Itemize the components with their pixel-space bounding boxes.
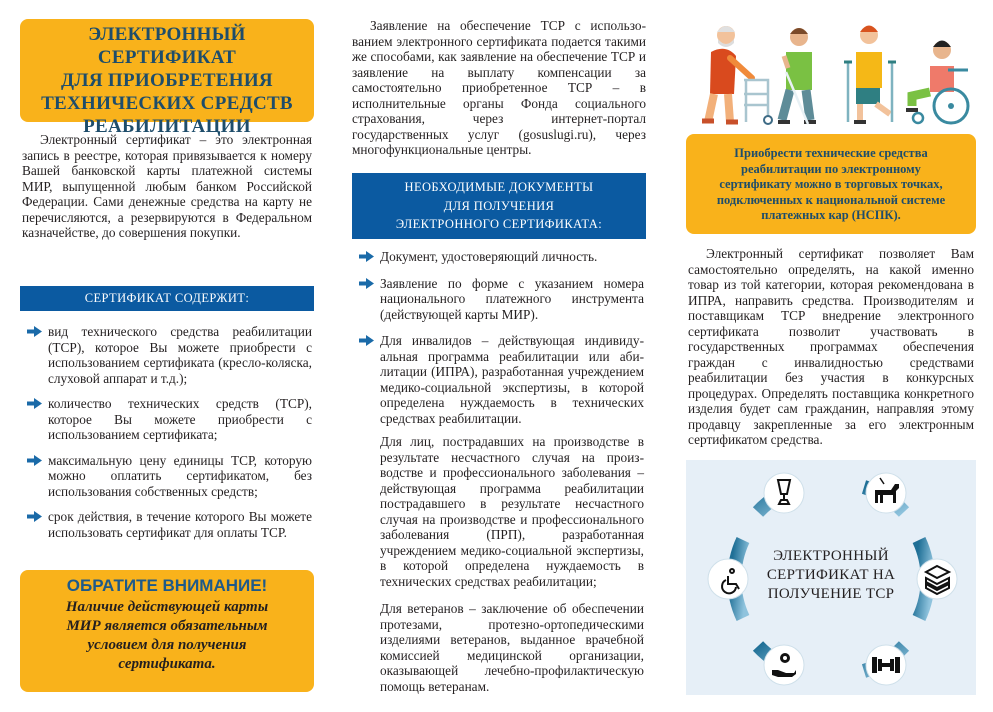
attention-title: ОБРАТИТЕ ВНИМАНИЕ! bbox=[66, 576, 268, 595]
heading-line: НЕОБХОДИМЫЕ ДОКУМЕНТЫ bbox=[404, 180, 594, 194]
list-item-text: Для инвалидов – действующая индивидуальная программа реабилитации или абилитации (ИПРА), разработанная учреждением медико-социальной экспертизы, в которой определена нуждаемость в технических средствах реабилитации. bbox=[380, 333, 644, 426]
attention-line: МИР является обязательным bbox=[66, 618, 268, 634]
list-item-text: срок действия, в течение которого Вы можете использовать сертификат для оплаты ТСР. bbox=[48, 509, 312, 540]
nspk-line: платежных кар (НСПК). bbox=[761, 208, 901, 222]
cycle-label-line: ПОЛУЧЕНИЕ ТСР bbox=[767, 586, 895, 602]
list-item-text: вид технического средства реабилитации (ТСР), которое Вы можете приобрести с использованием сертификата (кресло-коляска, слуховой аппарат и т.д.); bbox=[48, 324, 312, 386]
heading-line: ДЛЯ ПОЛУЧЕНИЯ bbox=[443, 198, 555, 213]
title-line: РЕАБИЛИТАЦИИ bbox=[83, 116, 251, 137]
cycle-label bbox=[746, 547, 916, 604]
nspk-line: сертификату можно в торговых точках, bbox=[719, 177, 943, 191]
list-item bbox=[352, 249, 644, 265]
right-panel bbox=[686, 0, 976, 712]
arrow-right-icon bbox=[359, 278, 374, 289]
arrow-right-icon bbox=[27, 455, 42, 466]
icon-circle bbox=[764, 645, 804, 685]
heading-line: ЭЛЕКТРОННОГО СЕРТИФИКАТА: bbox=[395, 217, 603, 231]
benefit-paragraph: Электронный сертификат позволяет Вам самостоятельно определять, на какой именно товар из той категории, которая рекомендована в ИПРА, направить средства. Производителям и поставщикам ТСР внедрение электронного сертификата позволит участвовать в государственных программах обеспечения граждан с инвалидностью средствами реабилитации без участия в конкурсных процедурах. Определять поставщика конкретного изделия будет сам гражданин, направляя этому продавцу закрепленные за его электронным сертификатом средства. bbox=[688, 246, 974, 447]
list-item bbox=[352, 333, 644, 426]
application-paragraph: Заявление на обеспечение ТСР с использованием электронного сертификата подается такими же способами, как заявление на обеспечение ТСР и заявление на выплату компенсации за самостоятельно приобретенное ТСР – в исполнительные органы Фонда социального страхования, через интернет-портал государственных услуг (gosuslugi.ru), через многофункциональные центры. bbox=[352, 18, 646, 157]
elderly-man-with-walker-figure bbox=[702, 26, 772, 124]
contains-heading: СЕРТИФИКАТ СОДЕРЖИТ: bbox=[20, 286, 314, 311]
list-item-text: количество технических средств (ТСР), которое Вы можете приобрести с использованием сертификата; bbox=[48, 396, 312, 442]
list-item-text: Документ, удостоверяющий личность. bbox=[380, 249, 598, 264]
attention-line: условием для получения bbox=[87, 637, 247, 653]
attention-line: сертификата. bbox=[118, 656, 216, 672]
list-item-text: Заявление по форме с указанием номера национального платежного инструмента (действующей карты МИР). bbox=[380, 275, 644, 322]
documents-extra bbox=[380, 434, 644, 706]
arrow-right-icon bbox=[27, 511, 42, 522]
contains-list bbox=[20, 324, 312, 550]
list-item bbox=[20, 324, 312, 386]
left-panel bbox=[20, 0, 314, 712]
man-in-wheelchair-figure bbox=[906, 41, 968, 124]
documents-extra-paragraph: Для лиц, пострадавших на производстве в результате несчастного случая на производстве и профессионального заболевания – действующая программа реабилитации пострадавшего в результате несчастного случая на производстве и профессионального заболевания (ПРП), разработанная учреждением медико-социальной экспертизы, в которой определена нуждаемость в технических средствах реабилитации; bbox=[380, 434, 644, 589]
list-item bbox=[20, 396, 312, 443]
arrow-right-icon bbox=[27, 398, 42, 409]
boy-on-crutches-figure bbox=[844, 26, 896, 123]
list-item-text: максимальную цену единицы ТСР, которую можно оплатить сертификатом, без использования собственных средств; bbox=[48, 452, 312, 499]
nspk-box bbox=[686, 134, 976, 234]
cycle-label-line: СЕРТИФИКАТ НА bbox=[766, 567, 896, 583]
list-item bbox=[20, 453, 312, 500]
attention-box bbox=[20, 570, 314, 692]
brochure-title-box bbox=[20, 19, 314, 137]
people-illustration bbox=[686, 10, 976, 125]
documents-heading bbox=[352, 173, 646, 239]
documents-extra-paragraph: Для ветеранов – заключение об обеспечении протезами, протезно-ортопедическими изделиями ветеранов, выданное врачебной комиссией медицинской организации, оказывающей лечебно-профилактическую помощь ветеранам. bbox=[380, 601, 644, 694]
title-line: ТЕХНИЧЕСКИХ СРЕДСТВ bbox=[41, 93, 293, 114]
middle-panel bbox=[352, 0, 646, 712]
nspk-line: Приобрести технические средства bbox=[734, 146, 928, 160]
arrow-right-icon bbox=[27, 326, 42, 337]
list-item bbox=[20, 509, 312, 540]
attention-line: Наличие действующей карты bbox=[65, 599, 269, 615]
nspk-line: подключенных к национальной системе bbox=[716, 192, 946, 207]
documents-list bbox=[352, 249, 644, 437]
attention-text bbox=[20, 598, 314, 674]
cycle-label-line: ЭЛЕКТРОННЫЙ bbox=[773, 548, 889, 564]
nspk-line: реабилитации по электронному bbox=[741, 161, 921, 176]
arrow-right-icon bbox=[359, 335, 374, 346]
list-item bbox=[352, 276, 644, 323]
arrow-right-icon bbox=[359, 251, 374, 262]
man-with-white-cane-figure bbox=[778, 28, 816, 124]
intro-paragraph: Электронный сертификат – это электронная запись в реестре, которая привязывается к номеру Вашей банковской карты платежной системы МИР, выпущенной любым банком Российской Федерации. Сами денежные средства на карту не перечисляются, а резервируются в Федеральном казначействе, до совершения покупки. bbox=[22, 132, 312, 240]
title-line: ДЛЯ ПРИОБРЕТЕНИЯ bbox=[61, 70, 273, 91]
title-line: ЭЛЕКТРОННЫЙ СЕРТИФИКАТ bbox=[88, 24, 246, 68]
certificate-cycle-diagram bbox=[686, 460, 976, 695]
